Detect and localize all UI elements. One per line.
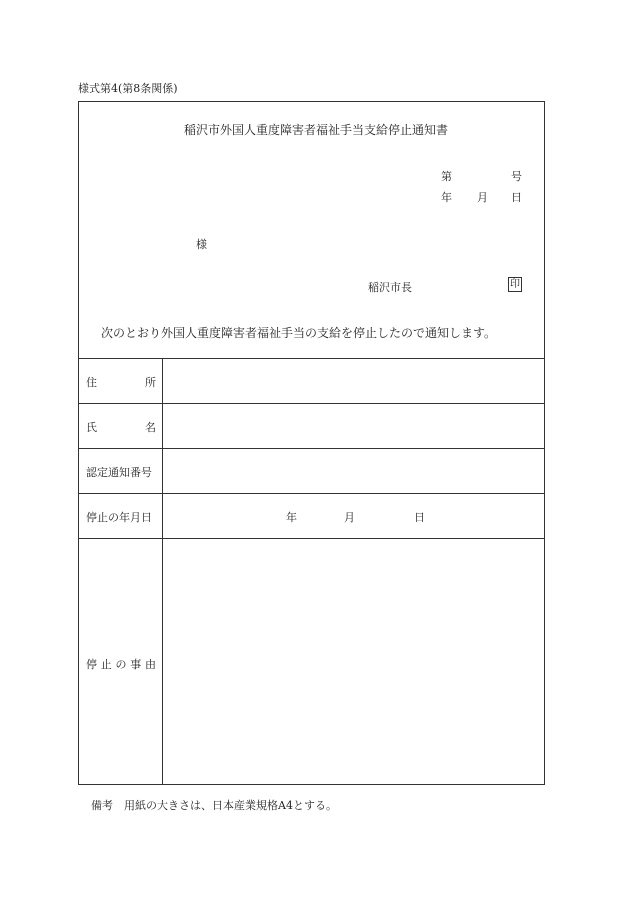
divider-5 bbox=[78, 538, 545, 539]
stop-date-day: 日 bbox=[414, 511, 425, 524]
doc-number-dai: 第 bbox=[441, 170, 452, 183]
label-name-char: 氏 bbox=[86, 421, 97, 434]
label-reason-char: 由 bbox=[145, 658, 156, 671]
label-address-char: 住 bbox=[86, 376, 97, 389]
divider-4 bbox=[78, 493, 545, 494]
column-divider bbox=[162, 358, 163, 785]
body-text: 次のとおり外国人重度障害者福祉手当の支給を停止したので通知します。 bbox=[101, 326, 497, 340]
seal-mark: 印 bbox=[510, 279, 520, 290]
footnote: 備考 用紙の大きさは、日本産業規格A4とする。 bbox=[91, 799, 337, 812]
form-label: 様式第4(第8条関係) bbox=[78, 82, 178, 95]
label-reason-char: の bbox=[115, 658, 127, 671]
label-reason-char: 止 bbox=[100, 658, 112, 671]
issue-date-month: 月 bbox=[477, 191, 488, 204]
label-stop-reason bbox=[86, 656, 156, 672]
divider-2 bbox=[78, 403, 545, 404]
label-address-char: 所 bbox=[145, 376, 156, 389]
label-cert-number: 認定通知番号 bbox=[86, 466, 152, 479]
label-stop-date: 停止の年月日 bbox=[86, 511, 152, 524]
label-name bbox=[86, 419, 156, 435]
divider-1 bbox=[78, 358, 545, 359]
divider-3 bbox=[78, 448, 545, 449]
label-reason-char: 停 bbox=[86, 658, 97, 671]
doc-number-go: 号 bbox=[511, 170, 522, 183]
form-frame bbox=[78, 101, 545, 785]
stop-date-month: 月 bbox=[344, 511, 355, 524]
label-name-char: 名 bbox=[145, 421, 156, 434]
label-reason-char: 事 bbox=[130, 658, 142, 671]
issuer: 稲沢市長 bbox=[368, 281, 412, 294]
addressee-suffix: 様 bbox=[196, 238, 207, 251]
document-title: 稲沢市外国人重度障害者福祉手当支給停止通知書 bbox=[184, 123, 449, 137]
issue-date-day: 日 bbox=[511, 191, 522, 204]
issue-date-year: 年 bbox=[441, 191, 452, 204]
stop-date-year: 年 bbox=[286, 511, 297, 524]
label-address bbox=[86, 374, 156, 390]
